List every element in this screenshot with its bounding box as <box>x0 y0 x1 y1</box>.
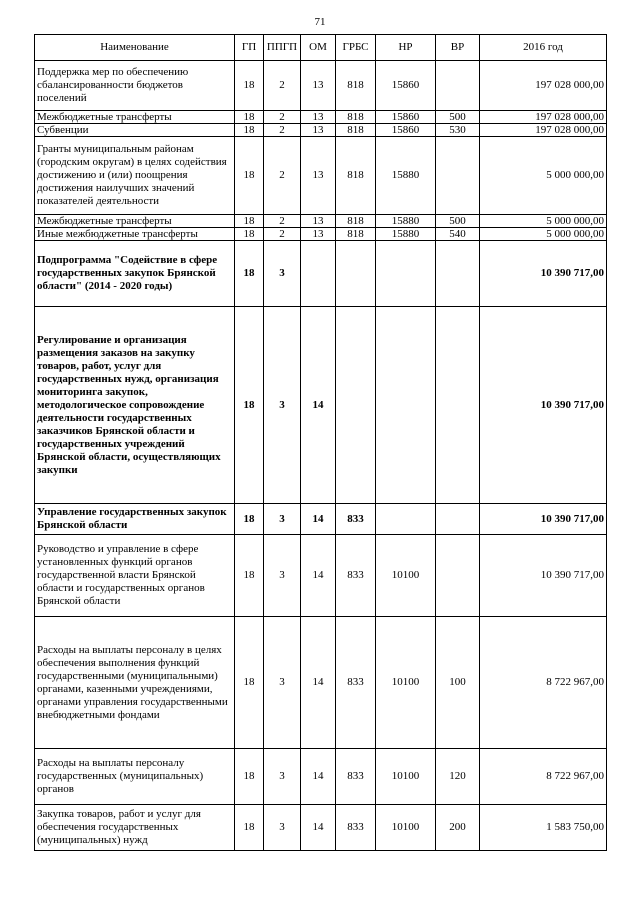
column-header-grbs: ГРБС <box>336 35 376 61</box>
row-name: Руководство и управление в сфере установленных функций органов государственной власти Брянской области и государственных органов Брянской области <box>35 535 235 617</box>
row-gp: 18 <box>235 504 264 535</box>
row-grbs: 833 <box>336 805 376 851</box>
table-row <box>35 241 607 307</box>
row-grbs: 833 <box>336 617 376 749</box>
row-name: Расходы на выплаты персоналу государственных (муниципальных) органов <box>35 749 235 805</box>
row-vr <box>436 137 480 215</box>
row-ppgp: 3 <box>264 617 301 749</box>
row-amount: 10 390 717,00 <box>480 535 607 617</box>
row-amount: 10 390 717,00 <box>480 241 607 307</box>
row-om <box>301 241 336 307</box>
row-nr: 15860 <box>376 111 436 124</box>
row-grbs <box>336 307 376 504</box>
row-name: Закупка товаров, работ и услуг для обеспечения государственных (муниципальных) нужд <box>35 805 235 851</box>
row-nr: 15880 <box>376 137 436 215</box>
row-vr: 530 <box>436 124 480 137</box>
row-amount: 10 390 717,00 <box>480 504 607 535</box>
row-grbs: 833 <box>336 749 376 805</box>
row-grbs: 833 <box>336 535 376 617</box>
row-gp: 18 <box>235 124 264 137</box>
row-vr: 100 <box>436 617 480 749</box>
row-gp: 18 <box>235 137 264 215</box>
row-gp: 18 <box>235 61 264 111</box>
row-name: Управление государственных закупок Брянской области <box>35 504 235 535</box>
table-row <box>35 228 607 241</box>
row-grbs: 818 <box>336 111 376 124</box>
row-om: 13 <box>301 124 336 137</box>
table-row <box>35 124 607 137</box>
row-vr <box>436 61 480 111</box>
row-om: 13 <box>301 111 336 124</box>
row-om: 13 <box>301 228 336 241</box>
row-nr: 15860 <box>376 124 436 137</box>
row-om: 13 <box>301 215 336 228</box>
row-om: 14 <box>301 617 336 749</box>
row-name: Субвенции <box>35 124 235 137</box>
row-gp: 18 <box>235 749 264 805</box>
row-grbs: 833 <box>336 504 376 535</box>
row-grbs: 818 <box>336 228 376 241</box>
row-nr: 10100 <box>376 535 436 617</box>
row-om: 14 <box>301 749 336 805</box>
row-ppgp: 2 <box>264 111 301 124</box>
row-amount: 197 028 000,00 <box>480 61 607 111</box>
row-name: Расходы на выплаты персоналу в целях обеспечения выполнения функций государственными (муниципальными) органами, казенными учреждениями, органами управления государственными внебюджетными фондами <box>35 617 235 749</box>
table-row <box>35 504 607 535</box>
row-ppgp: 2 <box>264 61 301 111</box>
table-row <box>35 617 607 749</box>
table-row <box>35 61 607 111</box>
row-name: Поддержка мер по обеспечению сбалансированности бюджетов поселений <box>35 61 235 111</box>
row-vr: 500 <box>436 111 480 124</box>
row-vr <box>436 535 480 617</box>
row-amount: 5 000 000,00 <box>480 215 607 228</box>
table-row <box>35 215 607 228</box>
row-amount: 1 583 750,00 <box>480 805 607 851</box>
row-nr: 15880 <box>376 215 436 228</box>
row-gp: 18 <box>235 307 264 504</box>
row-amount: 197 028 000,00 <box>480 124 607 137</box>
column-header-ppgp: ППГП <box>264 35 301 61</box>
row-ppgp: 3 <box>264 805 301 851</box>
row-vr <box>436 241 480 307</box>
page-number: 71 <box>314 16 326 28</box>
row-ppgp: 2 <box>264 137 301 215</box>
row-ppgp: 2 <box>264 215 301 228</box>
column-header-gp: ГП <box>235 35 264 61</box>
row-gp: 18 <box>235 805 264 851</box>
row-gp: 18 <box>235 215 264 228</box>
budget-table <box>34 34 607 851</box>
row-om: 13 <box>301 137 336 215</box>
row-nr: 15860 <box>376 61 436 111</box>
table-row <box>35 137 607 215</box>
row-gp: 18 <box>235 241 264 307</box>
row-nr <box>376 307 436 504</box>
row-vr <box>436 504 480 535</box>
row-om: 14 <box>301 805 336 851</box>
table-row <box>35 805 607 851</box>
row-name: Гранты муниципальным районам (городским округам) в целях содействия достижению и (или) поощрения достижения наилучших значений показателей деятельности <box>35 137 235 215</box>
row-grbs: 818 <box>336 137 376 215</box>
row-vr: 500 <box>436 215 480 228</box>
row-nr <box>376 504 436 535</box>
row-amount: 8 722 967,00 <box>480 617 607 749</box>
row-amount: 10 390 717,00 <box>480 307 607 504</box>
table-row <box>35 535 607 617</box>
row-ppgp: 2 <box>264 124 301 137</box>
row-om: 13 <box>301 61 336 111</box>
row-vr <box>436 307 480 504</box>
row-gp: 18 <box>235 617 264 749</box>
row-ppgp: 3 <box>264 307 301 504</box>
row-vr: 540 <box>436 228 480 241</box>
table-row <box>35 749 607 805</box>
row-grbs: 818 <box>336 124 376 137</box>
row-name: Регулирование и организация размещения заказов на закупку товаров, работ, услуг для государственных нужд, организация мониторинга закупок, методологическое сопровождение деятельности государственных заказчиков Брянской области и государственных учреждений Брянской области, осуществляющих закупки <box>35 307 235 504</box>
row-vr: 120 <box>436 749 480 805</box>
row-nr <box>376 241 436 307</box>
column-header-om: ОМ <box>301 35 336 61</box>
row-name: Межбюджетные трансферты <box>35 215 235 228</box>
column-header-name: Наименование <box>35 35 235 61</box>
row-ppgp: 3 <box>264 535 301 617</box>
row-grbs: 818 <box>336 215 376 228</box>
row-nr: 10100 <box>376 617 436 749</box>
row-amount: 5 000 000,00 <box>480 137 607 215</box>
row-vr: 200 <box>436 805 480 851</box>
row-amount: 8 722 967,00 <box>480 749 607 805</box>
table-header-row <box>35 35 607 61</box>
row-nr: 10100 <box>376 749 436 805</box>
row-grbs <box>336 241 376 307</box>
row-gp: 18 <box>235 111 264 124</box>
row-ppgp: 2 <box>264 228 301 241</box>
table-row <box>35 111 607 124</box>
row-om: 14 <box>301 504 336 535</box>
row-amount: 5 000 000,00 <box>480 228 607 241</box>
table-row <box>35 307 607 504</box>
row-gp: 18 <box>235 228 264 241</box>
row-ppgp: 3 <box>264 504 301 535</box>
row-amount: 197 028 000,00 <box>480 111 607 124</box>
row-gp: 18 <box>235 535 264 617</box>
row-ppgp: 3 <box>264 241 301 307</box>
column-header-vr: ВР <box>436 35 480 61</box>
row-name: Подпрограмма "Содействие в сфере государственных закупок Брянской области" (2014 - 2020 годы) <box>35 241 235 307</box>
row-nr: 10100 <box>376 805 436 851</box>
row-om: 14 <box>301 307 336 504</box>
column-header-year: 2016 год <box>480 35 607 61</box>
row-ppgp: 3 <box>264 749 301 805</box>
row-om: 14 <box>301 535 336 617</box>
column-header-nr: НР <box>376 35 436 61</box>
row-grbs: 818 <box>336 61 376 111</box>
row-name: Иные межбюджетные трансферты <box>35 228 235 241</box>
row-nr: 15880 <box>376 228 436 241</box>
row-name: Межбюджетные трансферты <box>35 111 235 124</box>
